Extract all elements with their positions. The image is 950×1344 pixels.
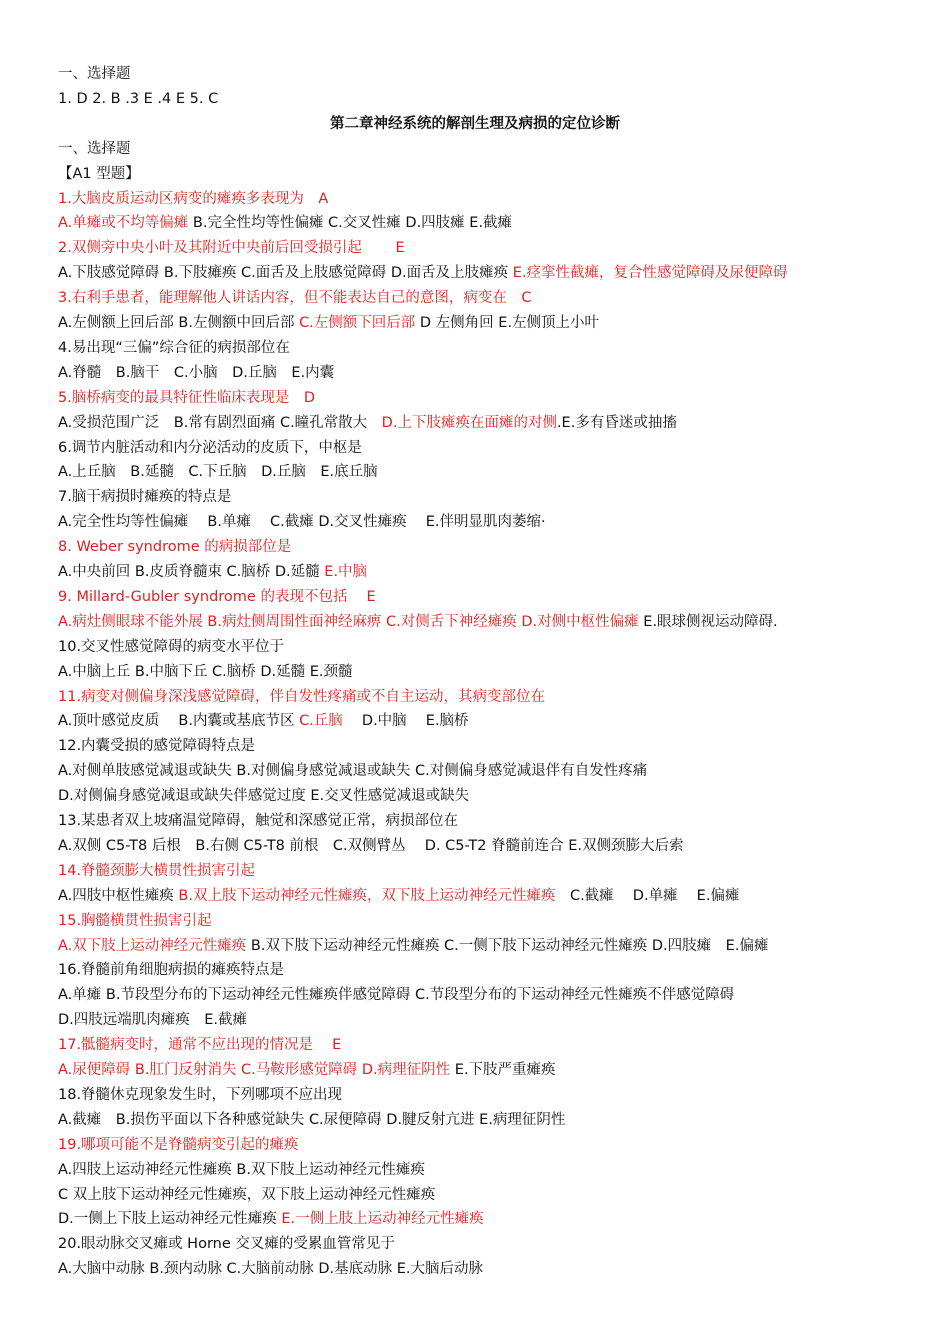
highlighted-answer-text: A.单瘫或不均等偏瘫 xyxy=(58,215,189,232)
answer-options xyxy=(58,983,928,1007)
question-stem xyxy=(58,909,928,933)
question-stem xyxy=(58,1083,928,1107)
line-text: A.左侧额上回后部 B.左侧额中回后部 xyxy=(58,315,300,331)
line-text: C.截瘫 D.单瘫 E.偏瘫 xyxy=(555,887,740,904)
line-text: A.下肢感觉障碍 B.下肢瘫痪 C.面舌及上肢感觉障碍 D.面舌及上肢瘫痪 xyxy=(58,265,513,282)
text-line xyxy=(58,87,928,111)
answer-options xyxy=(58,1257,928,1281)
highlighted-answer-text: C.丘脑 xyxy=(299,713,343,730)
question-stem xyxy=(58,485,928,509)
question-stem xyxy=(58,685,928,709)
question-stem xyxy=(58,734,928,758)
line-text: A.双侧 C5-T8 后根 B.右侧 C5-T8 前根 C.双侧臂丛 D. C5-T2 脊髓前连合 E.双侧颈膨大后索 xyxy=(58,837,684,854)
line-text: A.大脑中动脉 B.颈内动脉 C.大脑前动脉 D.基底动脉 E.大脑后动脉 xyxy=(58,1261,484,1278)
highlighted-answer-text: A.尿便障碍 B.肛门反射消失 C.马鞍形感觉障碍 D.病理征阴性 xyxy=(58,1062,451,1078)
line-text: B.完全性均等性偏瘫 C.交叉性瘫 D.四肢瘫 E.截瘫 xyxy=(188,215,513,232)
answer-options xyxy=(58,610,928,634)
highlighted-answer-text: 17.骶髓病变时，通常不应出现的情况是 E xyxy=(58,1037,342,1054)
line-text: 【A1 型题】 xyxy=(58,165,140,182)
question-stem xyxy=(58,1033,928,1057)
answer-options xyxy=(58,411,928,435)
text-line xyxy=(58,162,928,186)
line-text: E.下肢严重瘫痪 xyxy=(450,1062,556,1078)
line-text: 13.某患者双上坡痛温觉障碍，触觉和深感觉正常，病损部位在 xyxy=(58,813,459,829)
line-text: B.双下肢下运动神经元性瘫痪 C.一侧下肢下运动神经元性瘫痪 D.四肢瘫 E.偏瘫 xyxy=(246,937,769,954)
answer-options xyxy=(58,834,928,858)
line-text: D.对侧偏身感觉减退或缺失伴感觉过度 E.交叉性感觉减退或缺失 xyxy=(58,788,470,805)
line-text: D.中脑 E.脑桥 xyxy=(342,713,469,730)
line-text: 1. D 2. B .3 E .4 E 5. C xyxy=(58,90,219,107)
line-text: A.四肢中枢性瘫痪 xyxy=(58,887,179,904)
highlighted-answer-text: E.中脑 xyxy=(324,564,368,580)
question-stem xyxy=(58,635,928,659)
question-stem xyxy=(58,386,928,410)
question-stem xyxy=(58,535,928,559)
line-text: 12.内囊受损的感觉障碍特点是 xyxy=(58,738,256,755)
question-stem xyxy=(58,585,928,609)
answer-options xyxy=(58,261,928,285)
highlighted-answer-text: B.双上肢下运动神经元性瘫痪，双下肢上运动神经元性瘫痪 xyxy=(178,887,556,904)
highlighted-answer-text: C.左侧额下回后部 xyxy=(299,315,416,331)
answer-options xyxy=(58,1158,928,1182)
answer-options xyxy=(58,1108,928,1132)
line-text: A.受损范围广泛 B.常有剧烈面痛 C.瞳孔常散大 xyxy=(58,414,382,431)
text-line xyxy=(58,137,928,161)
highlighted-answer-text: 9. Millard-Gubler syndrome 的表现不包括 E xyxy=(58,588,376,605)
highlighted-answer-text: E.痉挛性截瘫，复合性感觉障碍及尿便障碍 xyxy=(512,265,788,282)
line-text: A.脊髓 B.脑干 C.小脑 D.丘脑 E.内囊 xyxy=(58,364,335,381)
highlighted-answer-text: 19.哪项可能不是脊髓病变引起的瘫痪 xyxy=(58,1136,299,1153)
question-stem xyxy=(58,958,928,982)
line-text: A.顶叶感觉皮质 B.内囊或基底节区 xyxy=(58,713,300,730)
line-text: 一、选择题 xyxy=(58,66,131,82)
answer-options xyxy=(58,211,928,235)
highlighted-answer-text: E.一侧上肢上运动神经元性瘫痪 xyxy=(281,1211,484,1228)
line-text: E.眼球侧视运动障碍. xyxy=(638,613,778,630)
answer-options xyxy=(58,460,928,484)
answer-options xyxy=(58,311,928,335)
line-text: 6.调节内脏活动和内分泌活动的皮质下，中枢是 xyxy=(58,439,362,456)
line-text: 7.脑干病损时瘫痪的特点是 xyxy=(58,489,232,506)
highlighted-answer-text: D.上下肢瘫痪在面瘫的对侧 xyxy=(381,414,557,431)
answer-options xyxy=(58,784,928,808)
highlighted-answer-text: A.病灶侧眼球不能外展 B.病灶侧周围性面神经麻痹 C.对侧舌下神经瘫痪 D.对侧中枢性偏瘫 xyxy=(58,613,639,630)
line-text: 18.脊髓休克现象发生时，下列哪项不应出现 xyxy=(58,1086,343,1103)
line-text: A.单瘫 B.节段型分布的下运动神经元性瘫痪伴感觉障碍 C.节段型分布的下运动神经元性瘫痪不伴感觉障碍 xyxy=(58,987,735,1004)
answer-options xyxy=(58,361,928,385)
question-stem xyxy=(58,436,928,460)
answer-options xyxy=(58,1008,928,1032)
line-text: 16.脊髓前角细胞病损的瘫痪特点是 xyxy=(58,962,285,979)
line-text: D.一侧上下肢上运动神经元性瘫痪 xyxy=(58,1211,282,1228)
answer-options xyxy=(58,1207,928,1231)
question-stem xyxy=(58,1133,928,1157)
highlighted-answer-text: 3.右利手患者，能理解他人讲话内容，但不能表达自己的意图，病变在 C xyxy=(58,290,532,307)
answer-options xyxy=(58,884,928,908)
highlighted-answer-text: 5.脑桥病变的最具特征性临床表现是 D xyxy=(58,389,315,406)
highlighted-answer-text: A.双下肢上运动神经元性瘫痪 xyxy=(58,937,247,954)
answer-options xyxy=(58,660,928,684)
chapter-title xyxy=(58,112,892,136)
highlighted-answer-text: 11.病变对侧偏身深浅感觉障碍，伴自发性疼痛或不自主运动，其病变部位在 xyxy=(58,688,546,705)
answer-options xyxy=(58,934,928,958)
highlighted-answer-text: 8. Weber syndrome 的病损部位是 xyxy=(58,539,292,556)
line-text: D.四肢远端肌肉瘫痪 E.截瘫 xyxy=(58,1012,248,1029)
answer-options xyxy=(58,759,928,783)
line-text: 10.交叉性感觉障碍的病变水平位于 xyxy=(58,638,285,655)
line-text: C 双上肢下运动神经元性瘫痪，双下肢上运动神经元性瘫痪 xyxy=(58,1186,436,1203)
line-text: A.对侧单肢感觉减退或缺失 B.对侧偏身感觉减退或缺失 C.对侧偏身感觉减退伴有自发性疼痛 xyxy=(58,763,648,780)
question-stem xyxy=(58,187,928,211)
answer-options xyxy=(58,560,928,584)
line-text: A.截瘫 B.损伤平面以下各种感觉缺失 C.尿便障碍 D.腱反射亢进 E.病理征阴性 xyxy=(58,1111,566,1128)
line-text: 20.眼动脉交叉瘫或 Horne 交叉瘫的受累血管常见于 xyxy=(58,1236,395,1253)
highlighted-answer-text: 2.双侧旁中央小叶及其附近中央前后回受损引起 E xyxy=(58,240,405,257)
highlighted-answer-text: 1.大脑皮质运动区病变的瘫痪多表现为 A xyxy=(58,190,329,207)
question-stem xyxy=(58,286,928,310)
question-stem xyxy=(58,859,928,883)
line-text: 4.易出现“三偏”综合征的病损部位在 xyxy=(58,339,290,356)
answer-options xyxy=(58,1183,928,1207)
answer-options xyxy=(58,510,928,534)
line-text: A.上丘脑 B.延髓 C.下丘脑 D.丘脑 E.底丘脑 xyxy=(58,464,378,481)
answer-options xyxy=(58,1058,928,1082)
line-text: 第二章神经系统的解剖生理及病损的定位诊断 xyxy=(330,115,620,132)
line-text: A.中脑上丘 B.中脑下丘 C.脑桥 D.延髓 E.颈髓 xyxy=(58,663,353,680)
highlighted-answer-text: 15.胸髓横贯性损害引起 xyxy=(58,912,212,929)
line-text: 一、选择题 xyxy=(58,140,131,157)
question-stem xyxy=(58,1232,928,1256)
answer-options xyxy=(58,709,928,733)
question-stem xyxy=(58,236,928,260)
line-text: A.中央前回 B.皮质脊髓束 C.脑桥 D.延髓 xyxy=(58,564,325,580)
highlighted-answer-text: 14.脊髓颈膨大横贯性损害引起 xyxy=(58,862,256,879)
line-text: D 左侧角回 E.左侧顶上小叶 xyxy=(415,315,600,331)
line-text: A.四肢上运动神经元性瘫痪 B.双下肢上运动神经元性瘫痪 xyxy=(58,1161,425,1178)
line-text: A.完全性均等性偏瘫 B.单瘫 C.截瘫 D.交叉性瘫痪 E.伴明显肌肉萎缩· xyxy=(58,514,546,531)
text-line xyxy=(58,62,928,86)
question-stem xyxy=(58,336,928,360)
question-stem xyxy=(58,809,928,833)
line-text: .E.多有昏迷或抽搐 xyxy=(556,414,677,431)
